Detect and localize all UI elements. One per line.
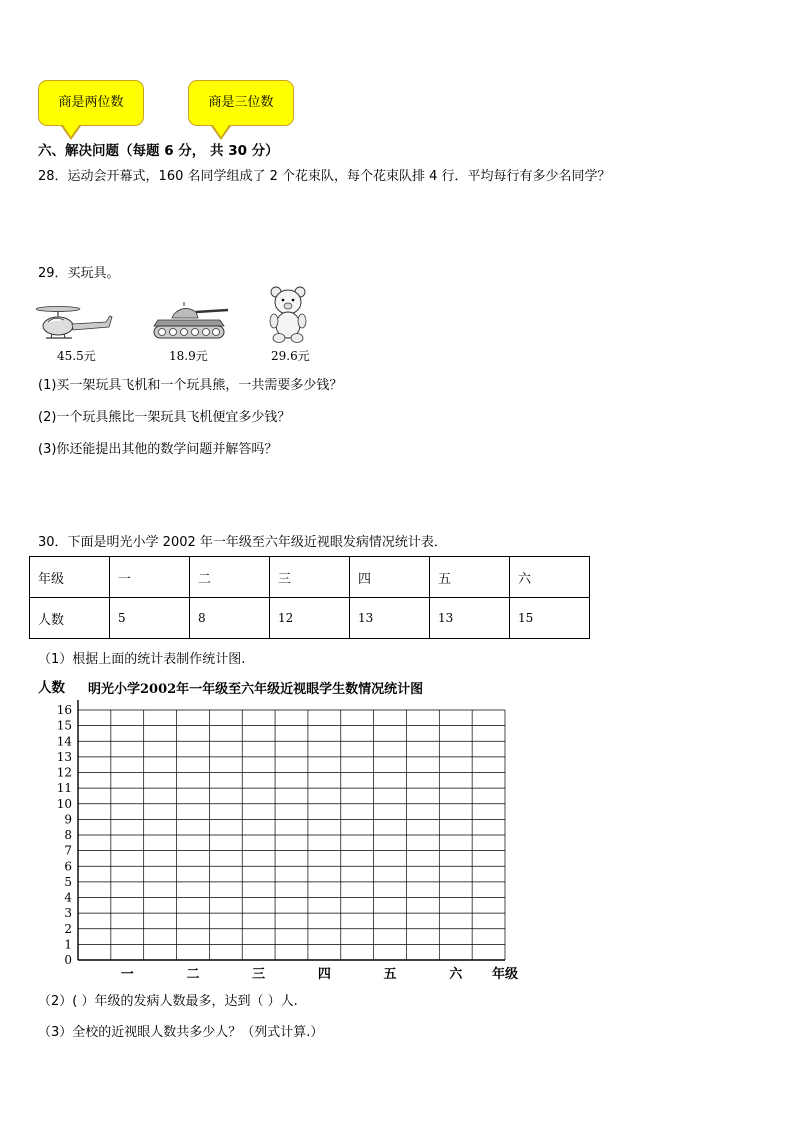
tank-price: 18.9元 [169, 349, 208, 363]
y-tick-label: 12 [56, 765, 72, 780]
y-tick-label: 2 [64, 921, 72, 936]
table-cell: 一 [110, 557, 190, 598]
question-29-title: 29．买玩具。 [38, 266, 120, 281]
question-29-sub1: (1)买一架玩具飞机和一个玩具熊，一共需要多少钱？ [38, 378, 343, 393]
x-tick-label: 三 [252, 967, 266, 982]
table-cell: 13 [430, 598, 510, 639]
y-tick-label: 1 [64, 937, 72, 952]
x-tick-label: 五 [383, 967, 397, 982]
question-30-sub2: （2）( ）年级的发病人数最多，达到（ ）人. [38, 994, 298, 1009]
y-tick-label: 6 [64, 859, 72, 874]
table-cell: 15 [510, 598, 590, 639]
x-tick-label: 一 [120, 967, 134, 982]
table-cell: 二 [190, 557, 270, 598]
table-cell: 13 [350, 598, 430, 639]
x-tick-label: 四 [317, 967, 331, 982]
table-cell: 五 [430, 557, 510, 598]
table-row-count [30, 598, 590, 639]
y-tick-label: 8 [64, 828, 72, 842]
table-row-grade [30, 557, 590, 598]
chart-ylabel: 人数 [38, 680, 65, 696]
tank-icon [148, 300, 232, 346]
y-tick-label: 0 [64, 953, 72, 967]
callout-label: 商是三位数 [208, 95, 274, 110]
table-header-grade: 年级 [30, 557, 110, 598]
question-28: 28．运动会开幕式，160 名同学组成了 2 个花束队，每个花束队排 4 行．平均每行有多少名同学？ [38, 169, 611, 184]
helicopter-price: 45.5元 [57, 349, 96, 363]
callout-label: 商是两位数 [58, 95, 124, 110]
statistics-table [29, 556, 590, 639]
question-30-sub1: （1）根据上面的统计表制作统计图. [38, 652, 246, 667]
y-tick-label: 10 [56, 796, 72, 811]
x-tick-label: 二 [186, 967, 200, 982]
y-tick-label: 14 [56, 734, 72, 749]
question-29-sub3: (3)你还能提出其他的数学问题并解答吗？ [38, 442, 278, 457]
y-tick-label: 13 [56, 749, 72, 764]
question-29-sub2: (2)一个玩具熊比一架玩具飞机便宜多少钱？ [38, 410, 291, 425]
table-cell: 三 [270, 557, 350, 598]
x-tick-label: 六 [449, 967, 463, 982]
table-cell: 四 [350, 557, 430, 598]
y-tick-label: 9 [64, 812, 72, 827]
y-tick-label: 7 [64, 843, 72, 858]
y-tick-label: 11 [56, 781, 72, 796]
helicopter-icon [36, 300, 114, 348]
callout-two-digit-quotient [38, 80, 144, 126]
teddy-bear-icon [265, 285, 311, 345]
callout-three-digit-quotient [188, 80, 294, 126]
table-cell: 8 [190, 598, 270, 639]
chart-title: 明光小学2002年一年级至六年级近视眼学生数情况统计图 [88, 682, 424, 697]
table-cell: 5 [110, 598, 190, 639]
x-axis-label: 年级 [491, 967, 519, 982]
y-tick-label: 3 [64, 906, 72, 921]
grid-chart [30, 695, 530, 985]
question-30-sub3: （3）全校的近视眼人数共多少人？（列式计算.） [38, 1025, 324, 1040]
y-tick-label: 16 [56, 703, 72, 717]
y-tick-label: 4 [64, 890, 72, 905]
table-cell: 六 [510, 557, 590, 598]
table-cell: 12 [270, 598, 350, 639]
y-tick-label: 15 [56, 718, 72, 733]
section-title: 六、解决问题（每题 6 分， 共 30 分） [38, 143, 279, 159]
y-tick-label: 5 [64, 874, 72, 889]
bear-price: 29.6元 [271, 349, 310, 363]
question-30-title: 30．下面是明光小学 2002 年一年级至六年级近视眼发病情况统计表． [38, 535, 447, 550]
table-header-count: 人数 [30, 598, 110, 639]
